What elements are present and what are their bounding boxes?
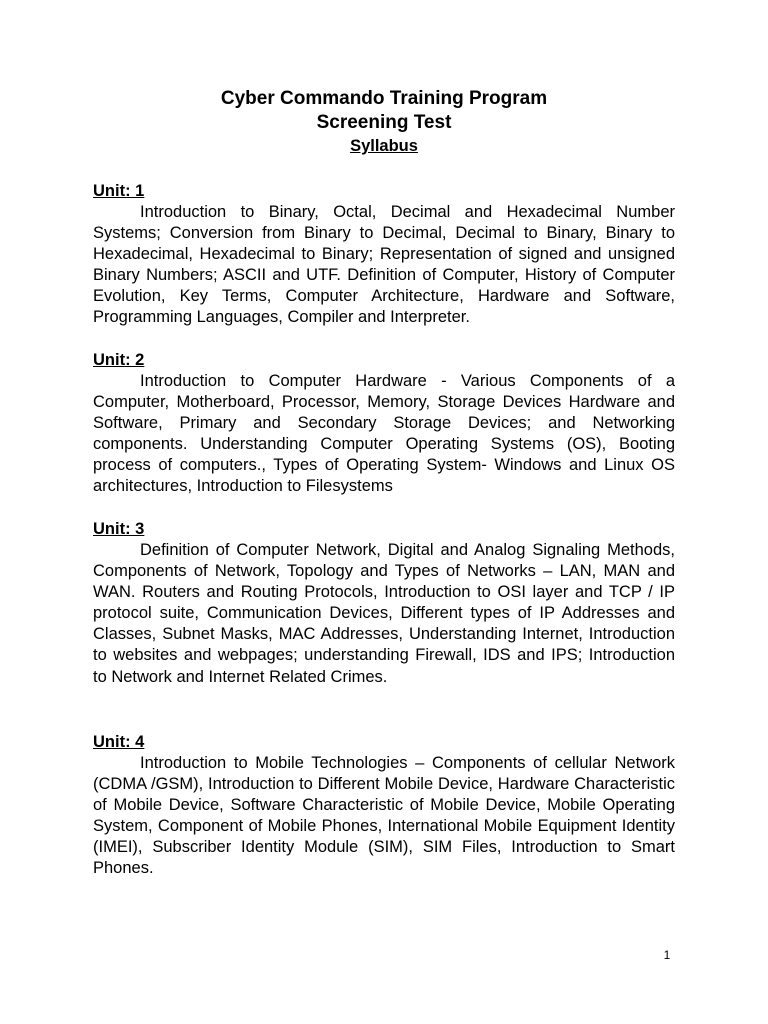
document-title: Cyber Commando Training Program: [220, 88, 548, 109]
document-subtitle: Screening Test: [316, 112, 452, 133]
unit-1-body: Introduction to Binary, Octal, Decimal and Hexadecimal Number Systems; Conversion from Binary to Decimal, Decimal to Binary, Binary to Hexadecimal, Hexadecimal to Binary; Representation of signed and unsigned Binary Numbers; ASCII and UTF. Definition of Computer, History of Computer Evolution, Key Terms, Computer Architecture, Hardware and Software, Programming Languages, Compiler and Interpreter.: [93, 203, 675, 327]
unit-2-section: [93, 350, 675, 498]
unit-4-section: [93, 732, 675, 880]
unit-2-body: Introduction to Computer Hardware - Various Components of a Computer, Motherboard, Processor, Memory, Storage Devices Hardware and Software, Primary and Secondary Storage Devices; and Networking components. Understanding Computer Operating Systems (OS), Booting process of computers., Types of Operating System- Windows and Linux OS architectures, Introduction to Filesystems: [93, 372, 675, 496]
unit-4-heading: Unit: 4: [93, 733, 145, 751]
unit-2-heading: Unit: 2: [93, 351, 145, 369]
unit-3-heading: Unit: 3: [93, 520, 145, 538]
page-number: 1: [663, 948, 671, 962]
syllabus-heading: Syllabus: [350, 137, 418, 155]
unit-3-section: [93, 519, 675, 688]
unit-4-body: Introduction to Mobile Technologies – Components of cellular Network (CDMA /GSM), Introduction to Different Mobile Device, Hardware Characteristic of Mobile Device, Software Characteristic of Mobile Device, Mobile Operating System, Component of Mobile Phones, International Mobile Equipment Identity (IMEI), Subscriber Identity Module (SIM), SIM Files, Introduction to Smart Phones.: [93, 754, 675, 878]
unit-1-heading: Unit: 1: [93, 182, 145, 200]
unit-1-section: [93, 181, 675, 329]
unit-3-body: Definition of Computer Network, Digital and Analog Signaling Methods, Components of Network, Topology and Types of Networks – LAN, MAN and WAN. Routers and Routing Protocols, Introduction to OSI layer and TCP / IP protocol suite, Communication Devices, Different types of IP Addresses and Classes, Subnet Masks, MAC Addresses, Understanding Internet, Introduction to websites and webpages; understanding Firewall, IDS and IPS; Introduction to Network and Internet Related Crimes.: [93, 541, 675, 686]
